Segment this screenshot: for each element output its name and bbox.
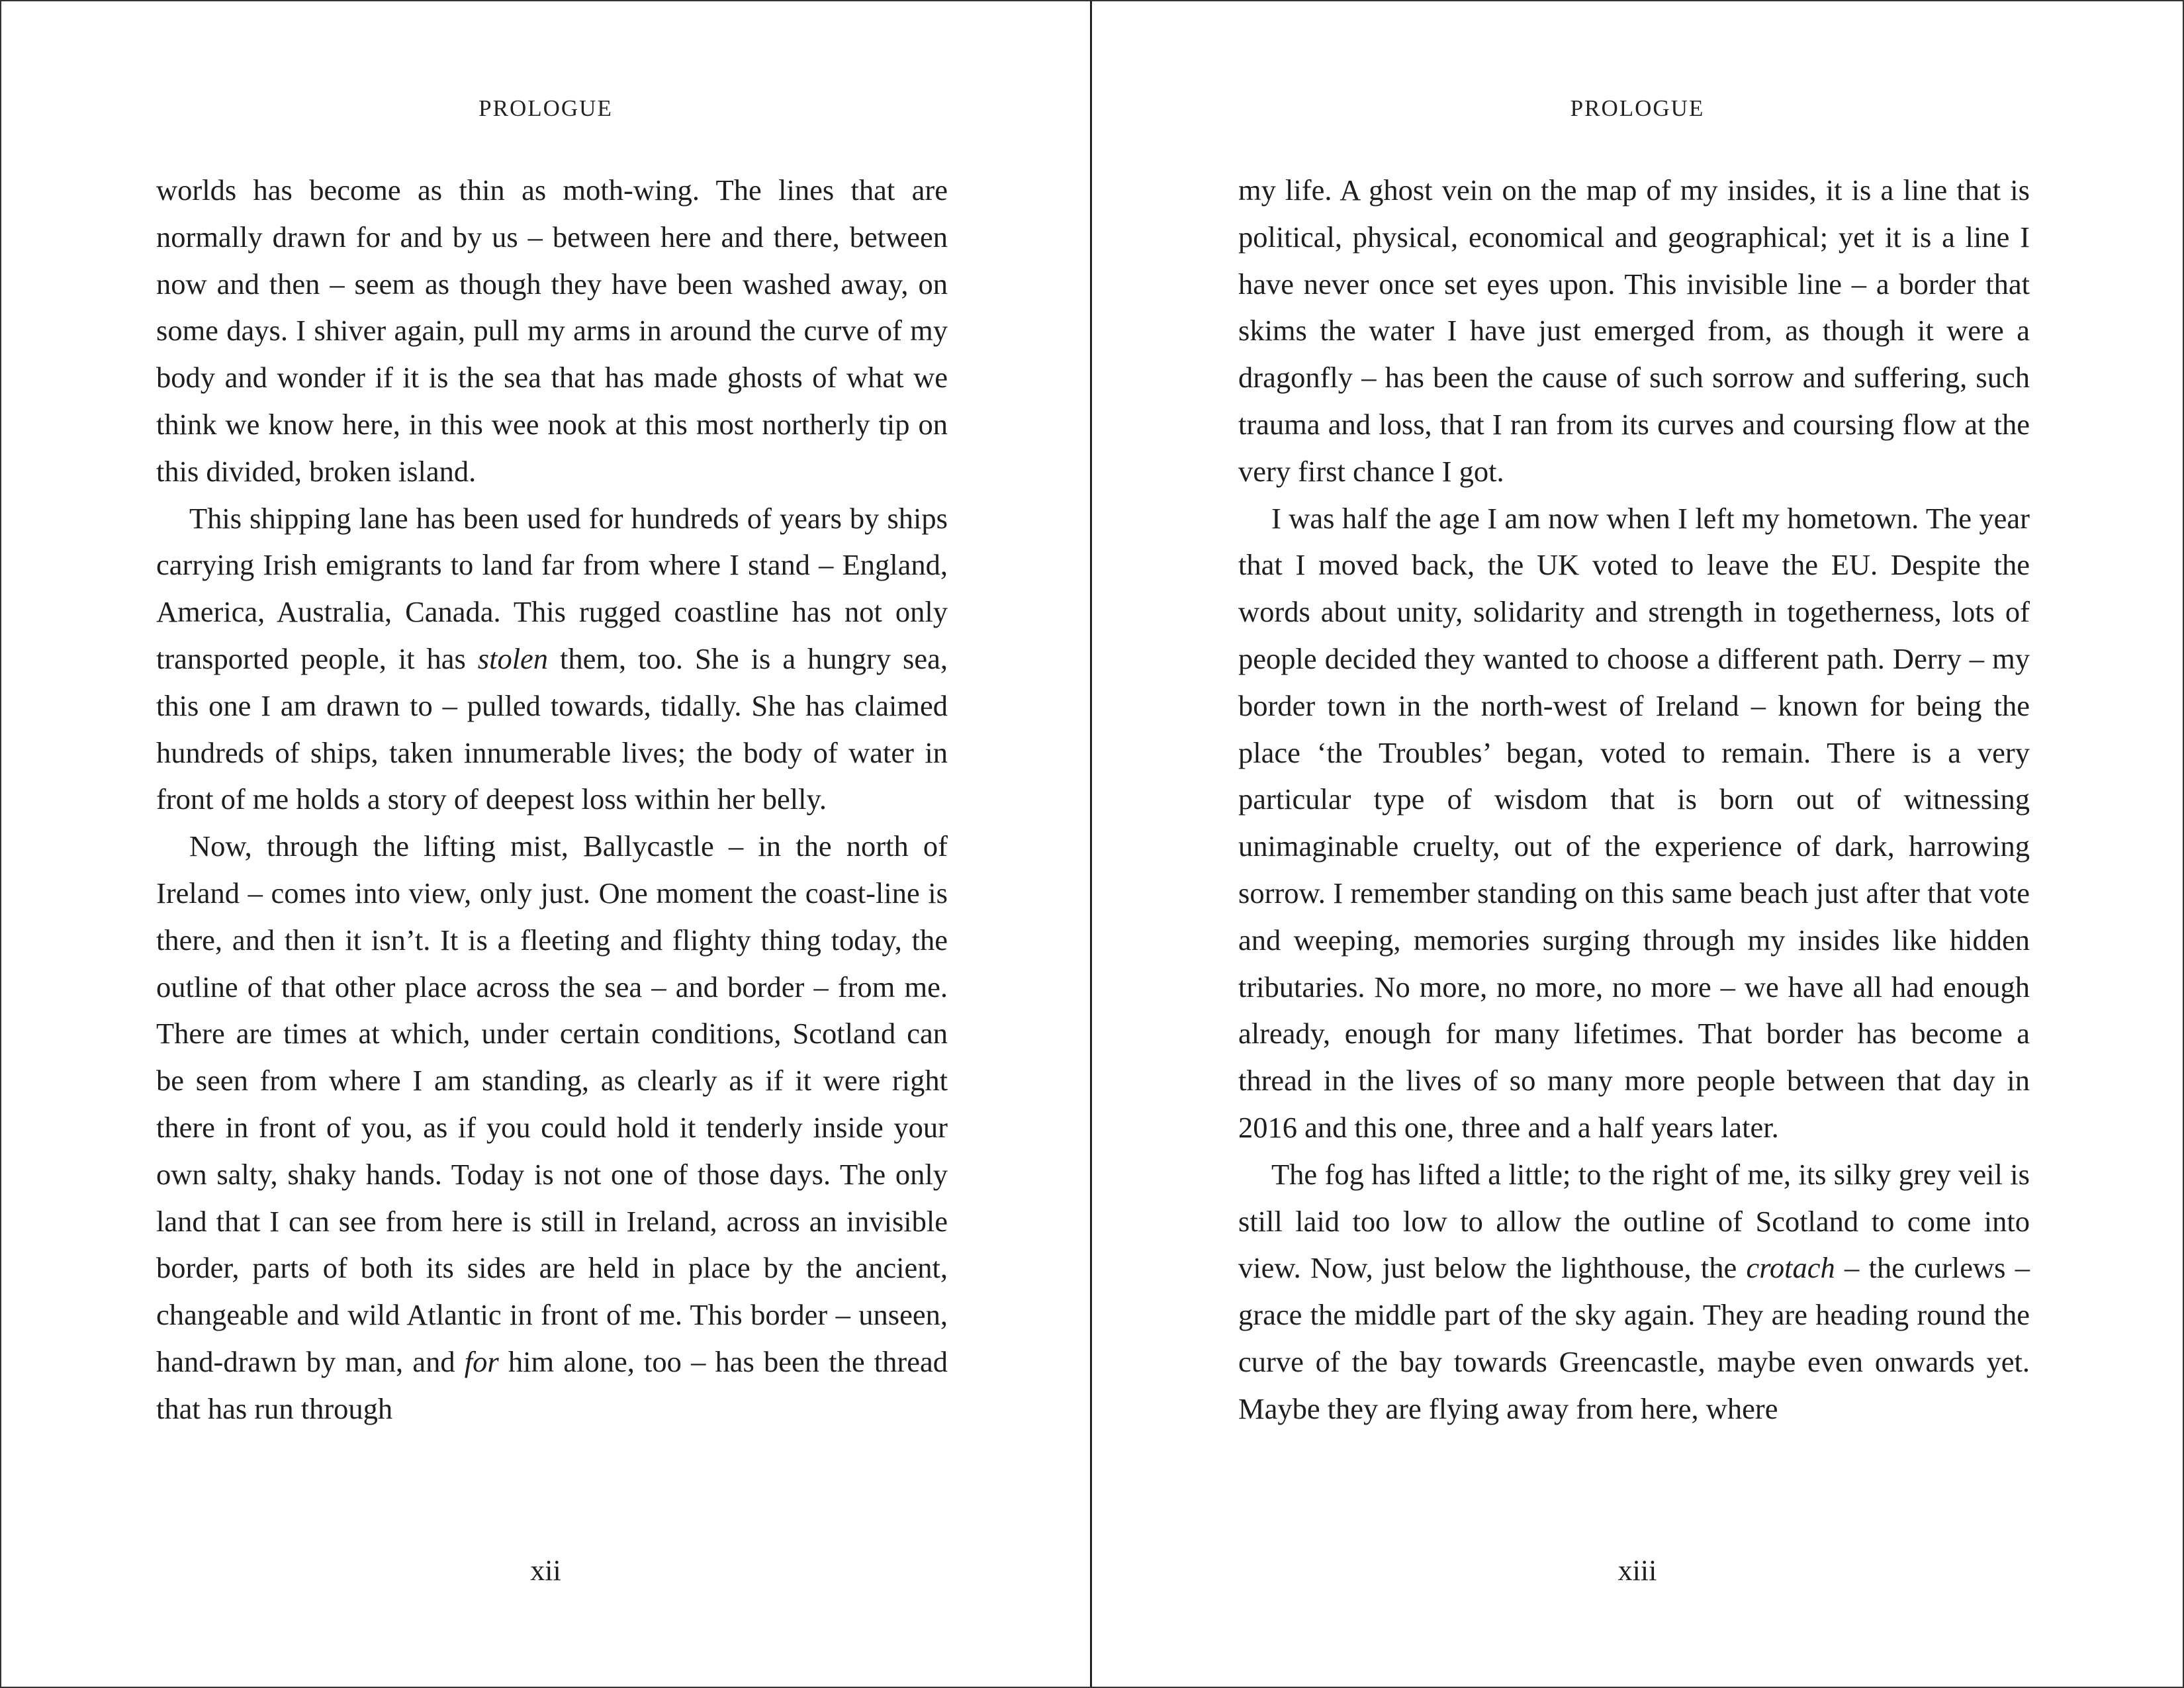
paragraph-text: my life. A ghost vein on the map of my insides, it is a line that is political, physical, economical and geographical; yet it is a line I have never once set eyes upon. This invisible line – a border that skims the water I have just emerged from, as though it were a dragonfly – has been the cause of such sorrow and suffering, such trauma and loss, that I ran from its curves and coursing flow at the very first chance I got.	[1238, 173, 2030, 488]
paragraph	[1238, 495, 2030, 1151]
paragraph-text: I was half the age I am now when I left my hometown. The year that I moved back, the UK voted to leave the EU. Despite the words about unity, solidarity and strength in togetherness, lots of people decided they wanted to choose a different path. Derry – my border town in the north-west of Ireland – known for being the place ‘the Troubles’ began, voted to remain. There is a very particular type of wisdom that is born out of witnessing unimaginable cruelty, out of the experience of dark, harrowing sorrow. I remember standing on this same beach just after that vote and weeping, memories surging through my insides like hidden tributaries. No more, no more, no more – we have all had enough already, enough for many lifetimes. That border has become a thread in the lives of so many more people between that day in 2016 and this one, three and a half years later.	[1238, 501, 2030, 1144]
paragraph-text: him alone, too – has been the thread that has run through	[156, 1344, 948, 1425]
paragraph	[156, 495, 948, 823]
body-text	[1238, 167, 2030, 1432]
italic-word: for	[464, 1344, 499, 1378]
paragraph	[1238, 167, 2030, 495]
paragraph-text: This shipping lane has been used for hundreds of years by ships carrying Irish emigrants to land far from where I stand – England, America, Australia, Canada. This rugged coastline has not only transported people, it has	[156, 501, 948, 675]
paragraph-text: The fog has lifted a little; to the right of me, its silky grey veil is still laid too low to allow the outline of Scotland to come into view. Now, just below the lighthouse, the	[1238, 1157, 2030, 1285]
page-number: xiii	[1617, 1554, 1657, 1587]
italic-word: stolen	[477, 641, 549, 675]
body-text	[156, 167, 948, 1432]
running-head: PROLOGUE	[1570, 95, 1705, 121]
paragraph-text: Now, through the lifting mist, Ballycastle – in the north of Ireland – comes into view, only just. One moment the coast-line is there, and then it isn’t. It is a fleeting and flighty thing today, the outline of that other place across the sea – and border – from me. There are times at which, under certain conditions, Scotland can be seen from where I am standing, as clearly as if it were right there in front of you, as if you could hold it tenderly inside your own salty, shaky hands. Today is not one of those days. The only land that I can see from here is still in Ireland, across an invisible border, parts of both its sides are held in place by the ancient, changeable and wild Atlantic in front of me. This border – unseen, hand-drawn by man, and	[156, 829, 948, 1378]
italic-word: crotach	[1746, 1251, 1835, 1285]
right-page	[1092, 0, 2184, 1688]
paragraph-text: worlds has become as thin as moth-wing. The lines that are normally drawn for and by us – between here and there, between now and then – seem as though they have been washed away, on some days. I shiver again, pull my arms in around the curve of my body and wonder if it is the sea that has made ghosts of what we think we know here, in this wee nook at this most northerly tip on this divided, broken island.	[156, 173, 948, 488]
paragraph	[156, 167, 948, 495]
paragraph	[156, 823, 948, 1432]
running-head: PROLOGUE	[478, 95, 613, 121]
page-number: xii	[530, 1554, 561, 1587]
paragraph-text: them, too. She is a hungry sea, this one I am drawn to – pulled towards, tidally. She has claimed hundreds of ships, taken innumerable lives; the body of water in front of me holds a story of deepest loss within her belly.	[156, 641, 948, 816]
paragraph	[1238, 1151, 2030, 1432]
paragraph-text: – the curlews – grace the middle part of the sky again. They are heading round the curve of the bay towards Greencastle, maybe even onwards yet. Maybe they are flying away from here, where	[1238, 1251, 2030, 1425]
